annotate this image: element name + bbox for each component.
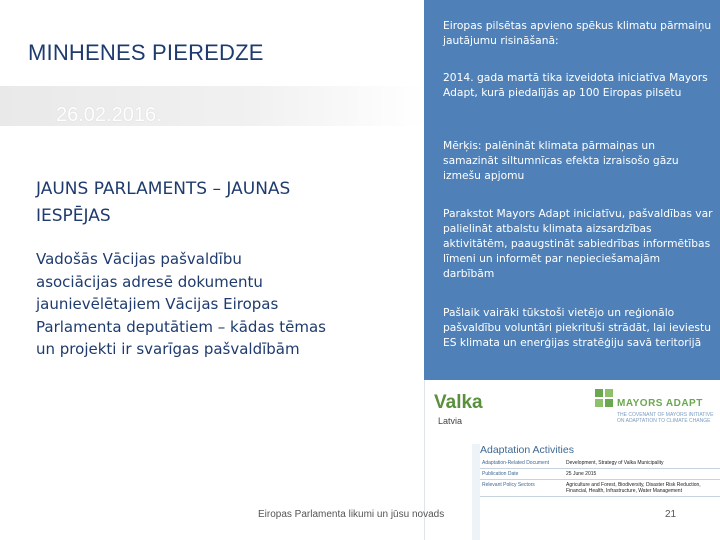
activities-side-bar: [472, 444, 480, 540]
slide-title: MINHENES PIEREDZE: [28, 40, 264, 65]
footer-text: Eiropas Parlamenta likumi un jūsu novads: [258, 509, 445, 520]
valka-country: Latvia: [438, 416, 463, 426]
page-number: 21: [665, 509, 677, 520]
table-cell-key: Relevant Policy Sectors: [480, 480, 564, 497]
table-cell-value: Development, Strategy of Valka Municipality: [564, 458, 720, 469]
panel-paragraph-3: Mērķis: palēnināt klimata pārmaiņas un samazināt siltumnīcas efekta izraisošo gāzu izmešu apjomu: [443, 139, 679, 182]
activities-table: [480, 458, 720, 497]
info-panel: [424, 0, 720, 380]
slide-date: 26.02.2016.: [56, 104, 162, 126]
table-cell-key: Publication Date: [480, 469, 564, 480]
mayors-adapt-subtext: THE COVENANT OF MAYORS INITIATIVE ON ADAPTATION TO CLIMATE CHANGE: [617, 412, 714, 424]
slide-subtitle: JAUNS PARLAMENTS – JAUNAS IESPĒJAS: [36, 179, 291, 226]
table-row: [480, 458, 720, 469]
slide-body-text: Vadošās Vācijas pašvaldību asociācijas adresē dokumentu jaunievēlētajiem Vācijas Eiropas Parlamenta deputātiem – kādas tēmas un projekti ir svarīgas pašvaldībām: [36, 250, 326, 358]
valka-logo: Valka: [434, 392, 483, 413]
panel-paragraph-5: Pašlaik vairāki tūkstoši vietējo un reģionālo pašvaldību voluntāri piekrituši strādāt, lai ieviestu ES klimata un enerģijas stratēģiju savā teritorijā: [443, 306, 711, 349]
mayors-adapt-wordmark: MAYORS ADAPT: [617, 398, 703, 409]
table-cell-key: Adaptation-Related Document: [480, 458, 564, 469]
table-row: [480, 480, 720, 497]
panel-paragraph-4: Parakstot Mayors Adapt iniciatīvu, pašvaldības var palielināt atbalstu klimata aizsardzības aktivitātēm, paaugstināt sabiedrības informētības līmeni un informēt par nepieciešamajām darbībām: [443, 207, 713, 280]
mayors-adapt-logo-icon: [593, 387, 615, 409]
panel-paragraph-1: Eiropas pilsētas apvieno spēkus klimatu pārmaiņu jautājumu risināšanā:: [443, 19, 712, 47]
table-row: [480, 469, 720, 480]
table-cell-value: 25 June 2015: [564, 469, 720, 480]
table-cell-value: Agriculture and Forest, Biodiversity, Disaster Risk Reduction, Financial, Health, Infrastructure, Water Management: [564, 480, 720, 497]
panel-paragraph-2: 2014. gada martā tika izveidota iniciatīva Mayors Adapt, kurā piedalījās ap 100 Eiropas pilsētu: [443, 71, 708, 99]
activities-title: Adaptation Activities: [480, 444, 574, 456]
